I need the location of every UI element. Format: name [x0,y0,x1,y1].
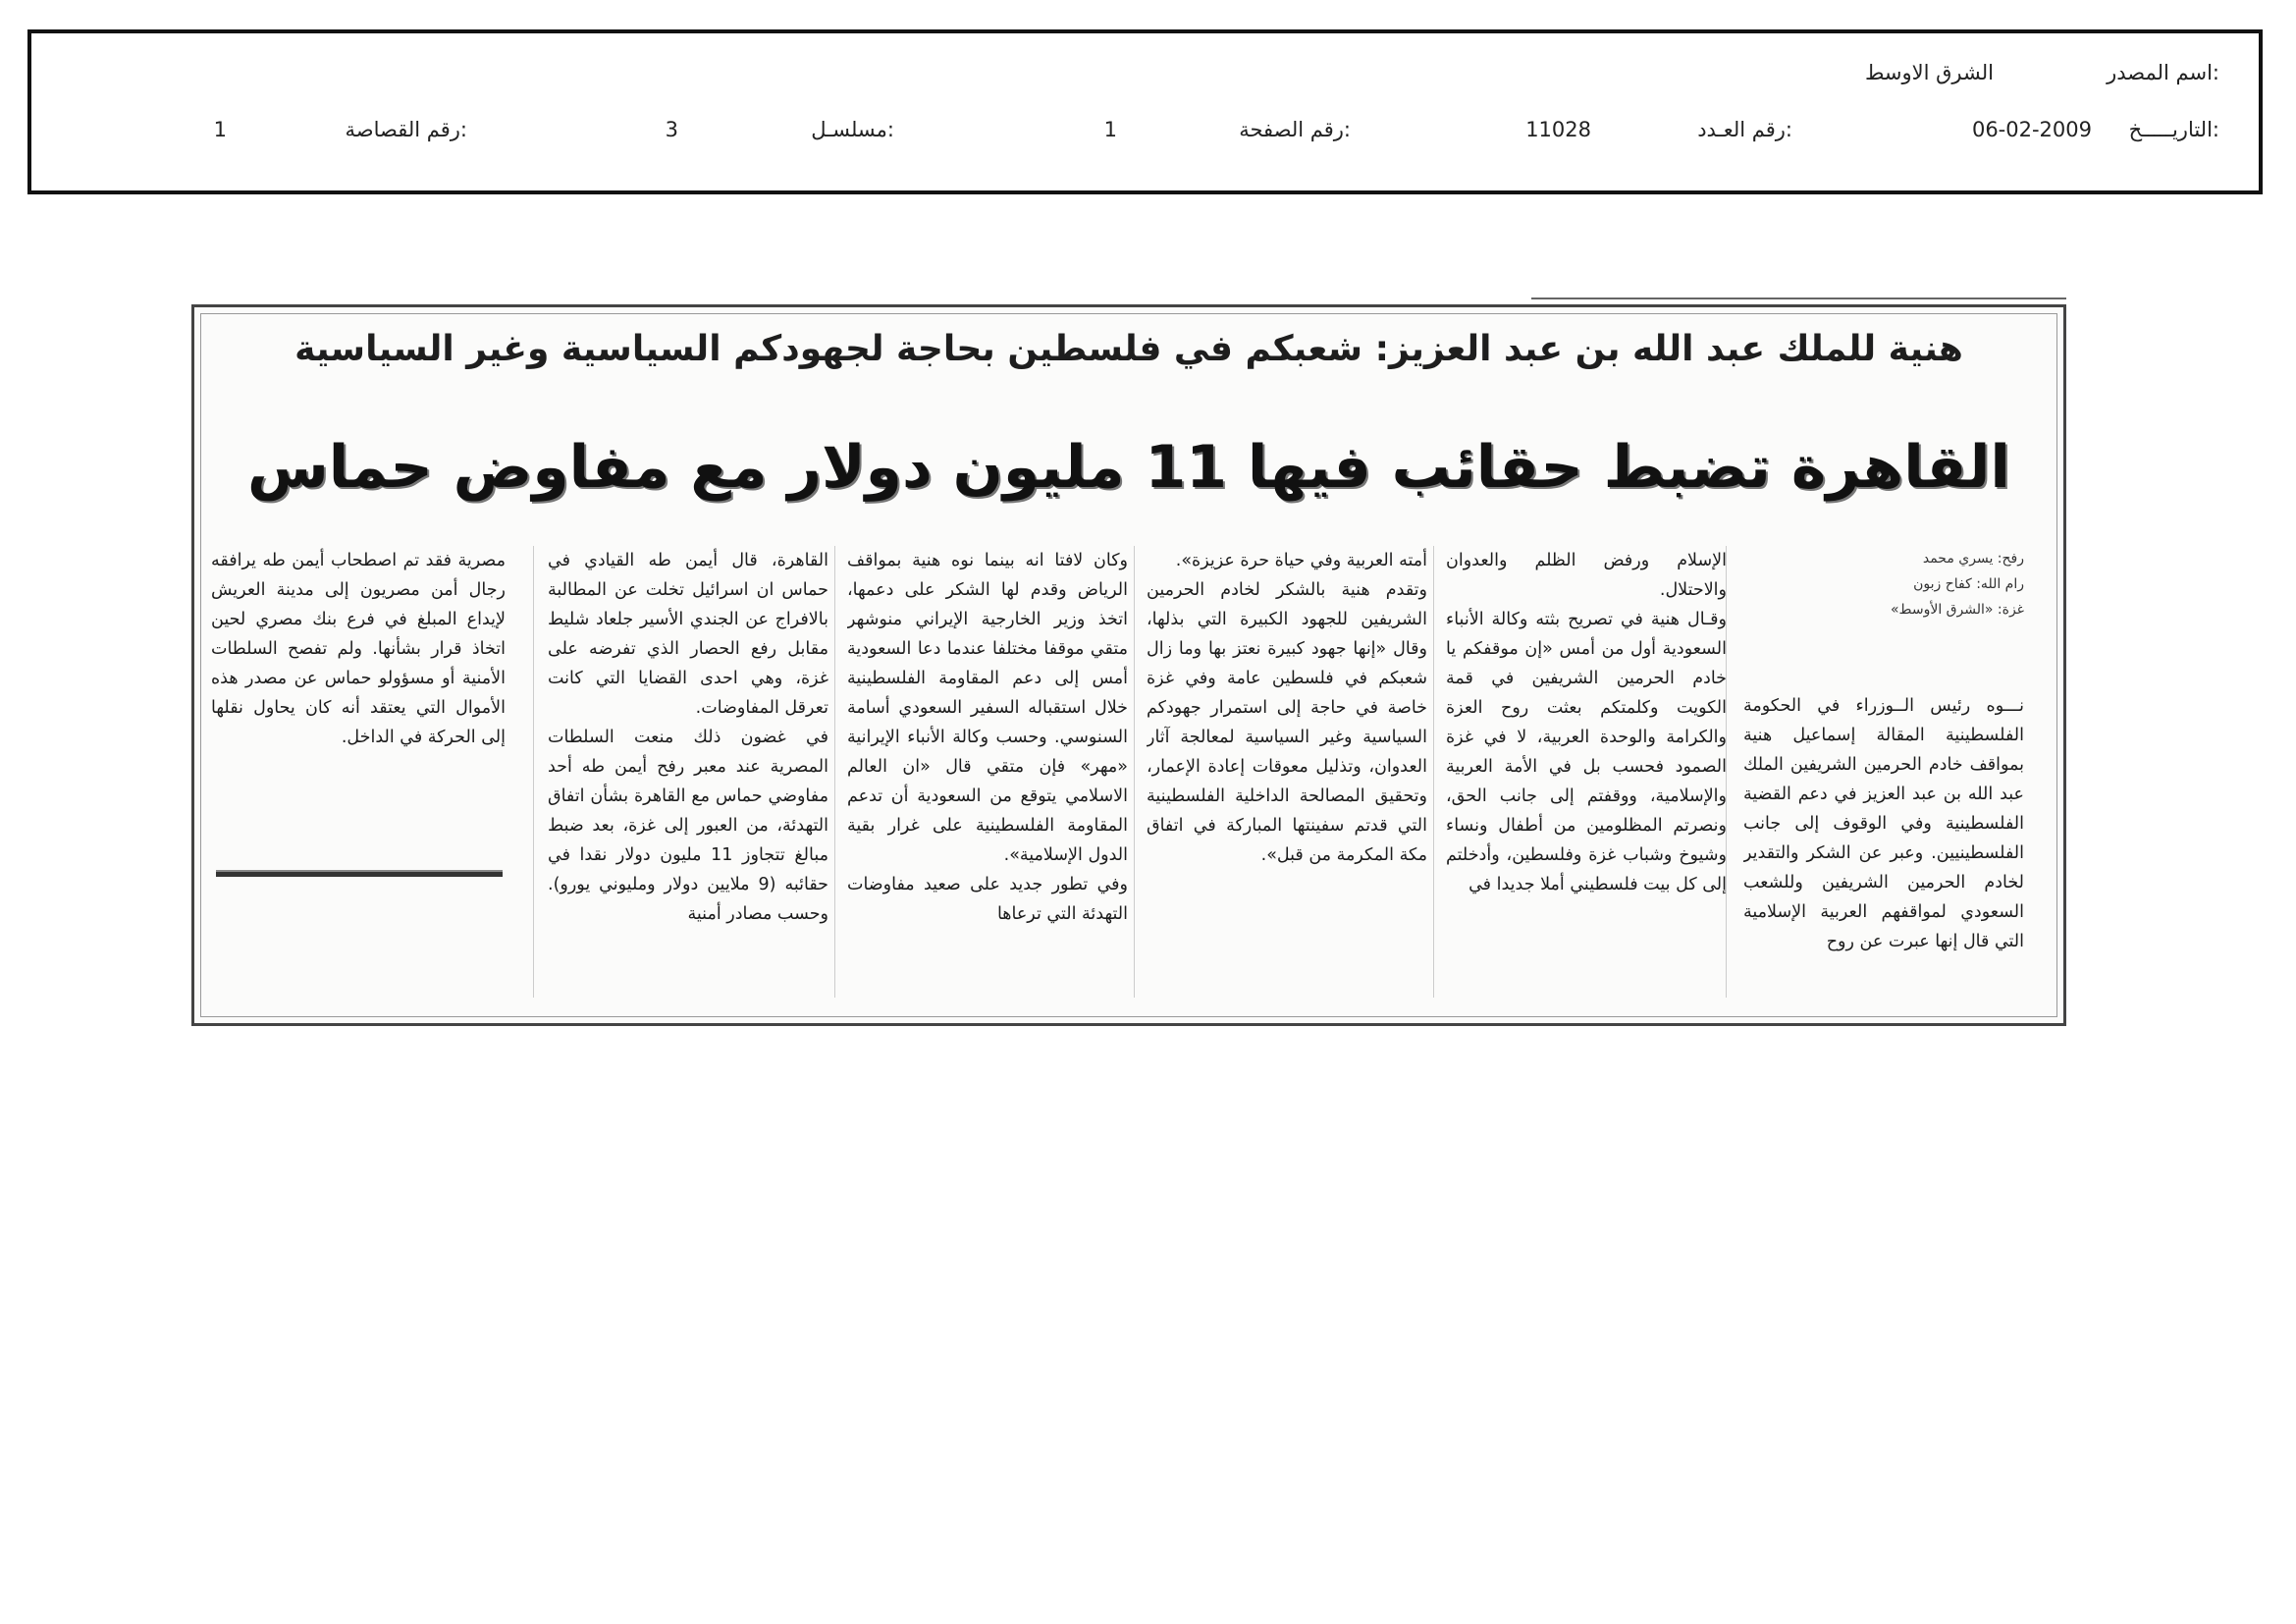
issue-label: رقم العـدد: [1697,118,1792,141]
serial-label: مسلسـل: [811,118,894,141]
clip-number-value: 1 [213,118,227,141]
article-column-6 [211,546,506,1005]
date-label: التاريـــــخ: [2128,118,2219,141]
metadata-row-details [31,118,2259,157]
metadata-row-source [31,61,2259,100]
column-divider [1134,546,1135,998]
article-column-text: الإسلام ورفض الظلم والعدوان والاحتلال. وقـال هنية في تصريح بثته وكالة الأنباء السعودية أول من أمس «إن موقفكم يا خادم الحرمين الشريفين في قمة الكويت وكلمتكم بعثت روح العزة والكرامة والوحدة العربية، لا في غزة الصمود فحسب بل في الأمة العربية والإسلامية، ووقفتم إلى جانب الحق، ونصرتم المظلومين من أطفال ونساء وشيوخ وشباب غزة وفلسطين، وأدخلتم إلى كل بيت فلسطيني أملا جديدا في [1446,551,1727,894]
clip-number-label: رقم القصاصة: [345,118,467,141]
page-label: رقم الصفحة: [1239,118,1351,141]
article-headline: القاهرة تضبط حقائب فيها 11 مليون دولار مع مفاوض حماس [246,433,2011,502]
article-column-3 [1147,546,1427,1005]
column-divider [533,546,534,998]
article-column-5 [548,546,828,1005]
article-subheadline: هنية للملك عبد الله بن عبد العزيز: شعبكم في فلسطين بحاجة لجهودكم السياسية وغير السياسية [294,329,1963,369]
article-column-text: أمته العربية وفي حياة حرة عزيزة». وتقدم هنية بالشكر لخادم الحرمين الشريفين للجهود الكبيرة التي بذلها، وقال «إنها جهود كبيرة نعتز بها وما زال شعبكم في فلسطين عامة وفي غزة خاصة في حاجة إلى استمرار جهودكم السياسية وغير السياسية لمعالجة آثار العدوان، وتذليل معوقات إعادة الإعمار، وتحقيق المصالحة الداخلية الفلسطينية التي قدتم سفينتها المباركة في اتفاق مكة المكرمة من قبل». [1147,551,1427,865]
article-column-text: مصرية فقد تم اصطحاب أيمن طه يرافقه رجال أمن مصريون إلى مدينة العريش لإيداع المبلغ في فرع بنك مصري لحين اتخاذ قرار بشأنها. ولم تفصح السلطات الأمنية أو مسؤولو حماس عن مصدر هذه الأموال التي يعتقد أنه كان يحاول نقلها إلى الحركة في الداخل. [211,551,506,747]
column-divider [834,546,835,998]
article-column-1 [1743,546,2024,1005]
article-byline: رفح: يسري محمد رام الله: كفاح زبون غزة: «الشرق الأوسط» [1890,551,2024,618]
source-value: الشرق الاوسط [1864,61,1994,84]
page-value: 1 [1103,118,1117,141]
column-divider [1433,546,1434,998]
article-column-2 [1446,546,1727,1005]
article-column-4 [847,546,1128,1005]
article-column-text: القاهرة، قال أيمن طه القيادي في حماس ان اسرائيل تخلت عن المطالبة بالافراج عن الجندي الأسير جلعاد شليط مقابل رفع الحصار الذي تفرضه على غزة، وهي احدى القضايا التي كانت تعرقل المفاوضات. في غضون ذلك منعت السلطات المصرية عند معبر رفح أيمن طه أحد مفاوضي حماس مع القاهرة بشأن اتفاق التهدئة، من العبور إلى غزة، بعد ضبط مبالغ تتجاوز 11 مليون دولار نقدا في حقائبه (9 ملايين دولار ومليوني يورو). وحسب مصادر أمنية [548,551,828,924]
article-end-rule [216,870,503,877]
serial-value: 3 [665,118,678,141]
issue-value: 11028 [1525,118,1591,141]
date-value: 06-02-2009 [1971,118,2092,141]
source-label: اسم المصدر: [2107,61,2219,84]
newspaper-clipping [191,304,2066,1026]
article-column-text: وكان لافتا انه بينما نوه هنية بمواقف الرياض وقدم لها الشكر على دعمها، اتخذ وزير الخارجية الإيراني منوشهر متقي موقفا مختلفا عندما دعا السعودية أمس إلى دعم المقاومة الفلسطينية خلال استقباله السفير السعودي أسامة السنوسي. وحسب وكالة الأنباء الإيرانية «مهر» فإن متقي قال «ان العالم الاسلامي يتوقع من السعودية أن تدعم المقاومة الفلسطينية على غرار بقية الدول الإسلامية». وفي تطور جديد على صعيد مفاوضات التهدئة التي ترعاها [847,551,1128,924]
article-column-text: نـــوه رئيس الــوزراء في الحكومة الفلسطينية المقالة إسماعيل هنية بمواقف خادم الحرمين الشريفين الملك عبد الله بن عبد العزيز في دعم القضية الفلسطينية وفي الوقوف إلى جانب الفلسطينيين. وعبر عن الشكر والتقدير لخادم الحرمين الشريفين وللشعب السعودي لمواقفهم العربية الإسلامية التي قال إنها عبرت عن روح [1743,696,2024,951]
clipping-top-rule [1531,298,2066,299]
clipping-metadata-box [27,29,2263,194]
